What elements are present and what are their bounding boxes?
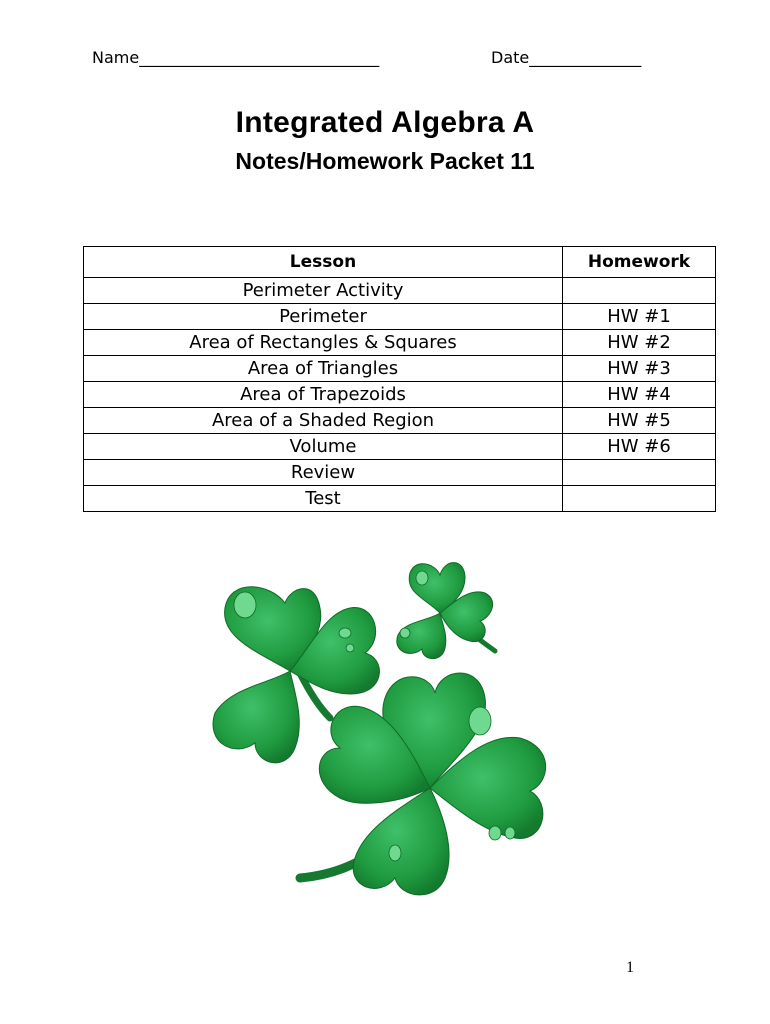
homework-cell: [563, 486, 716, 512]
table-row: [84, 356, 716, 382]
table-header-row: [84, 247, 716, 278]
lesson-column-header: Lesson: [84, 247, 563, 278]
table-row: [84, 408, 716, 434]
page-title: Integrated Algebra A: [235, 106, 535, 139]
lesson-cell: Area of Trapezoids: [84, 382, 563, 408]
lesson-cell: Perimeter Activity: [84, 278, 563, 304]
homework-cell: HW #6: [563, 434, 716, 460]
table-row: [84, 330, 716, 356]
page-number: 1: [626, 959, 634, 976]
table-row: [84, 382, 716, 408]
table-row: [84, 434, 716, 460]
name-field-line: Name______________________________: [92, 48, 380, 67]
homework-cell: [563, 278, 716, 304]
homework-cell: HW #2: [563, 330, 716, 356]
homework-cell: HW #5: [563, 408, 716, 434]
table-row: [84, 278, 716, 304]
lessons-table: [83, 246, 716, 512]
lesson-cell: Volume: [84, 434, 563, 460]
lesson-cell: Area of a Shaded Region: [84, 408, 563, 434]
lesson-cell: Perimeter: [84, 304, 563, 330]
table-row: [84, 486, 716, 512]
lesson-cell: Area of Rectangles & Squares: [84, 330, 563, 356]
lesson-cell: Test: [84, 486, 563, 512]
shamrock-clovers-icon: [190, 553, 560, 913]
homework-cell: HW #4: [563, 382, 716, 408]
lesson-cell: Area of Triangles: [84, 356, 563, 382]
homework-cell: [563, 460, 716, 486]
homework-cell: HW #3: [563, 356, 716, 382]
lesson-cell: Review: [84, 460, 563, 486]
date-field-line: Date______________: [491, 48, 642, 67]
page-subtitle: Notes/Homework Packet 11: [235, 148, 535, 174]
homework-cell: HW #1: [563, 304, 716, 330]
homework-column-header: Homework: [563, 247, 716, 278]
table-row: [84, 460, 716, 486]
table-row: [84, 304, 716, 330]
